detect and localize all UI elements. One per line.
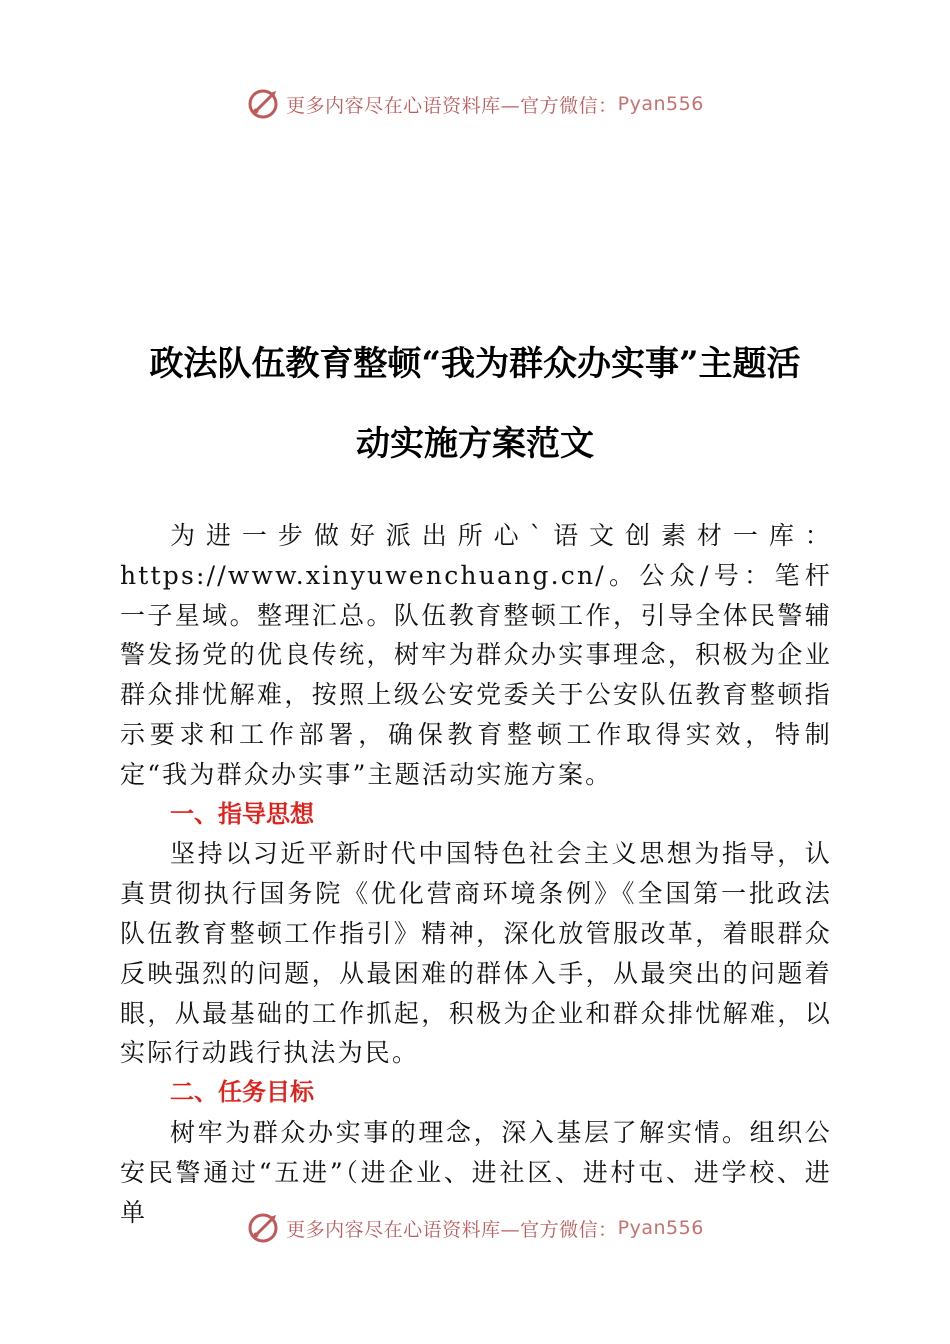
document-title-line-1: 政法队伍教育整顿“我为群众办实事”主题活 [149,344,801,384]
footer-banner-wechat-id: Pyan556 [617,1217,704,1239]
section-paragraph-task-goals: 树牢为群众办实事的理念，深入基层了解实情。组织公安民警通过“五进”（进企业、进社区、进村屯、进学校、进单 [120,1117,832,1227]
document-body [120,516,832,1232]
banner-wechat-id: Pyan556 [617,93,704,115]
pen-in-circle-logo-icon [246,1211,280,1245]
footer-banner [0,1208,950,1248]
banner-text: 更多内容尽在心语资料库—官方微信： [286,94,618,117]
footer-banner-text: 更多内容尽在心语资料库—官方微信： [286,1218,618,1241]
section-heading-guiding-ideology: 一、指导思想 [170,799,314,828]
intro-paragraph: 为进一步做好派出所心`语文创素材一库：https://www.xinyuwenchuang.cn/。公众/号：笔杆一子星域。整理汇总。队伍教育整顿工作，引导全体民警辅警发扬党的优良传统，树牢为群众办实事理念，积极为企业群众排忧解难，按照上级公安党委关于公安队伍教育整顿指示要求和工作部署，确保教育整顿工作取得实效，特制定“我为群众办实事”主题活动实施方案。 [120,521,832,789]
section-paragraph-guiding-ideology: 坚持以习近平新时代中国特色社会主义思想为指导，认真贯彻执行国务院《优化营商环境条例》《全国第一批政法队伍教育整顿工作指引》精神，深化放管服改革，着眼群众反映强烈的问题，从最困难的群体入手，从最突出的问题着眼，从最基础的工作抓起，积极为企业和群众排忧解难，以实际行动践行执法为民。 [120,839,832,1068]
header-banner [0,84,950,124]
document-title-line-2: 动实施方案范文 [356,424,594,464]
pen-in-circle-logo-icon [246,87,280,121]
section-heading-task-goals: 二、任务目标 [170,1078,314,1107]
